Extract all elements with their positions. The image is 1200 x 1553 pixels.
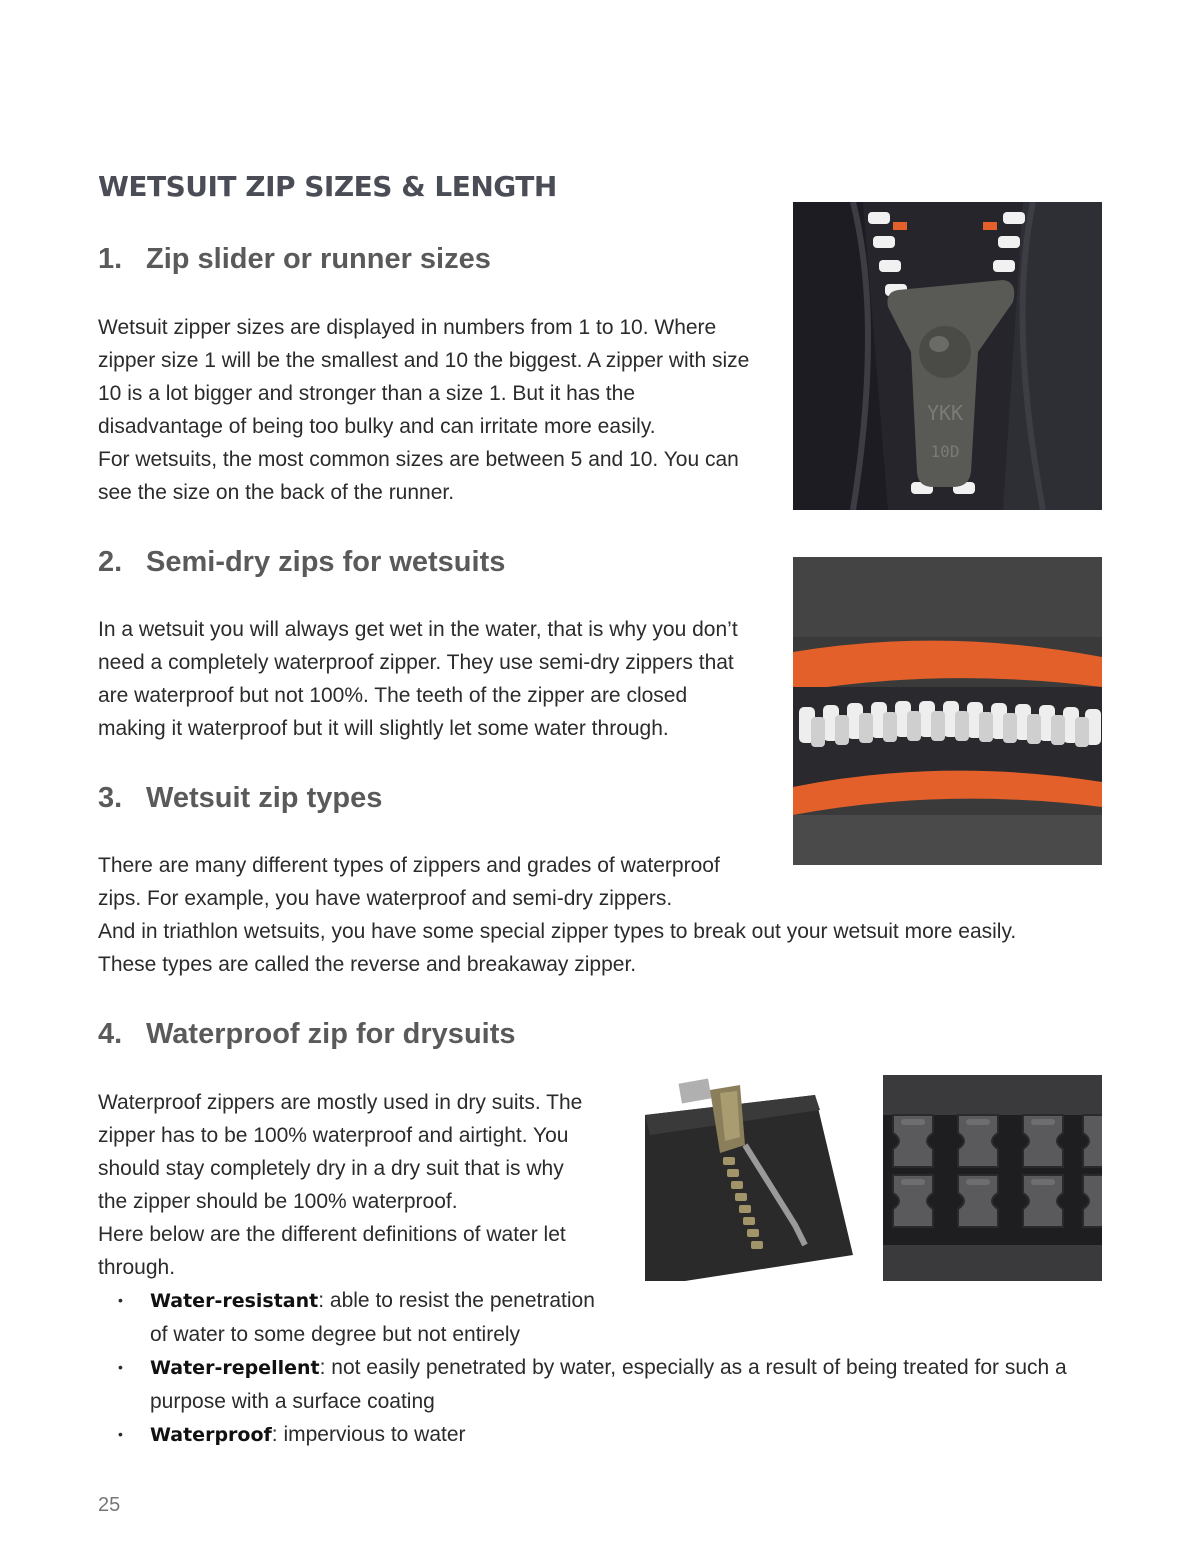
section-number: 2.	[98, 546, 123, 578]
body-line: the zipper should be 100% waterproof.	[98, 1190, 458, 1213]
section-number: 1.	[98, 243, 123, 275]
body-line: are waterproof but not 100%. The teeth of the zipper are closed	[98, 684, 688, 707]
list-item	[110, 1284, 1067, 1351]
section-title: Zip slider or runner sizes	[146, 243, 491, 275]
water-definitions-list	[110, 1284, 1067, 1452]
section-2-body	[98, 613, 738, 745]
slider-engraving: YKK	[926, 401, 964, 425]
body-line: disadvantage of being too bulky and can irritate more easily.	[98, 415, 656, 438]
section-heading-1	[98, 243, 491, 276]
section-heading-2	[98, 546, 505, 579]
body-line: zipper has to be 100% waterproof and airtight. You	[98, 1124, 569, 1147]
body-line: through.	[98, 1256, 176, 1279]
body-line: need a completely waterproof zipper. They use semi-dry zippers that	[98, 651, 734, 674]
bullet-icon: •	[118, 1426, 123, 1442]
semi-dry-zipper-photo	[793, 557, 1102, 865]
section-number: 3.	[98, 782, 123, 814]
section-title: Wetsuit zip types	[146, 782, 383, 814]
drysuit-zipper-teeth-photo	[883, 1075, 1102, 1281]
body-line: see the size on the back of the runner.	[98, 481, 455, 504]
section-3-body	[98, 849, 1016, 981]
body-line: For wetsuits, the most common sizes are between 5 and 10. You can	[98, 448, 739, 471]
body-line: should stay completely dry in a dry suit that is why	[98, 1157, 564, 1180]
definition-text: of water to some degree but not entirely	[150, 1323, 521, 1346]
section-heading-4	[98, 1018, 516, 1051]
drysuit-zipper-slider-photo	[645, 1075, 853, 1281]
section-title: Waterproof zip for drysuits	[146, 1018, 516, 1050]
section-heading-3	[98, 782, 382, 815]
section-number: 4.	[98, 1018, 123, 1050]
definition-text: purpose with a surface coating	[150, 1390, 435, 1413]
list-item	[110, 1418, 1067, 1452]
page-number: 25	[98, 1494, 121, 1516]
body-line: making it waterproof but it will slightly let some water through.	[98, 717, 669, 740]
list-item	[110, 1351, 1067, 1418]
body-line: In a wetsuit you will always get wet in the water, that is why you don’t	[98, 618, 738, 641]
bullet-icon: •	[118, 1292, 123, 1308]
body-line: And in triathlon wetsuits, you have some special zipper types to break out your wetsuit more easily.	[98, 920, 1017, 943]
section-4-body	[98, 1086, 582, 1284]
body-line: These types are called the reverse and breakaway zipper.	[98, 953, 637, 976]
definition-term: Water-repellent	[150, 1357, 320, 1379]
slider-size-mark: 10D	[930, 442, 960, 461]
definition-text: : impervious to water	[271, 1423, 466, 1446]
body-line: Waterproof zippers are mostly used in dry suits. The	[98, 1091, 583, 1114]
definition-text: : able to resist the penetration	[318, 1289, 595, 1312]
body-line: zipper size 1 will be the smallest and 10 the biggest. A zipper with size	[98, 349, 750, 372]
zip-slider-photo	[793, 202, 1102, 510]
definition-term: Waterproof	[150, 1424, 272, 1446]
body-line: zips. For example, you have waterproof and semi-dry zippers.	[98, 887, 673, 910]
bullet-icon: •	[118, 1359, 123, 1375]
body-line: There are many different types of zippers and grades of waterproof	[98, 854, 720, 877]
section-title: Semi-dry zips for wetsuits	[146, 546, 506, 578]
body-line: Here below are the different definitions of water let	[98, 1223, 566, 1246]
body-line: Wetsuit zipper sizes are displayed in numbers from 1 to 10. Where	[98, 316, 717, 339]
definition-text: : not easily penetrated by water, especially as a result of being treated for such a	[319, 1356, 1067, 1379]
definition-term: Water-resistant	[150, 1290, 319, 1312]
page-title: WETSUIT ZIP SIZES & LENGTH	[98, 170, 557, 203]
body-line: 10 is a lot bigger and stronger than a size 1. But it has the	[98, 382, 635, 405]
section-1-body	[98, 311, 749, 509]
